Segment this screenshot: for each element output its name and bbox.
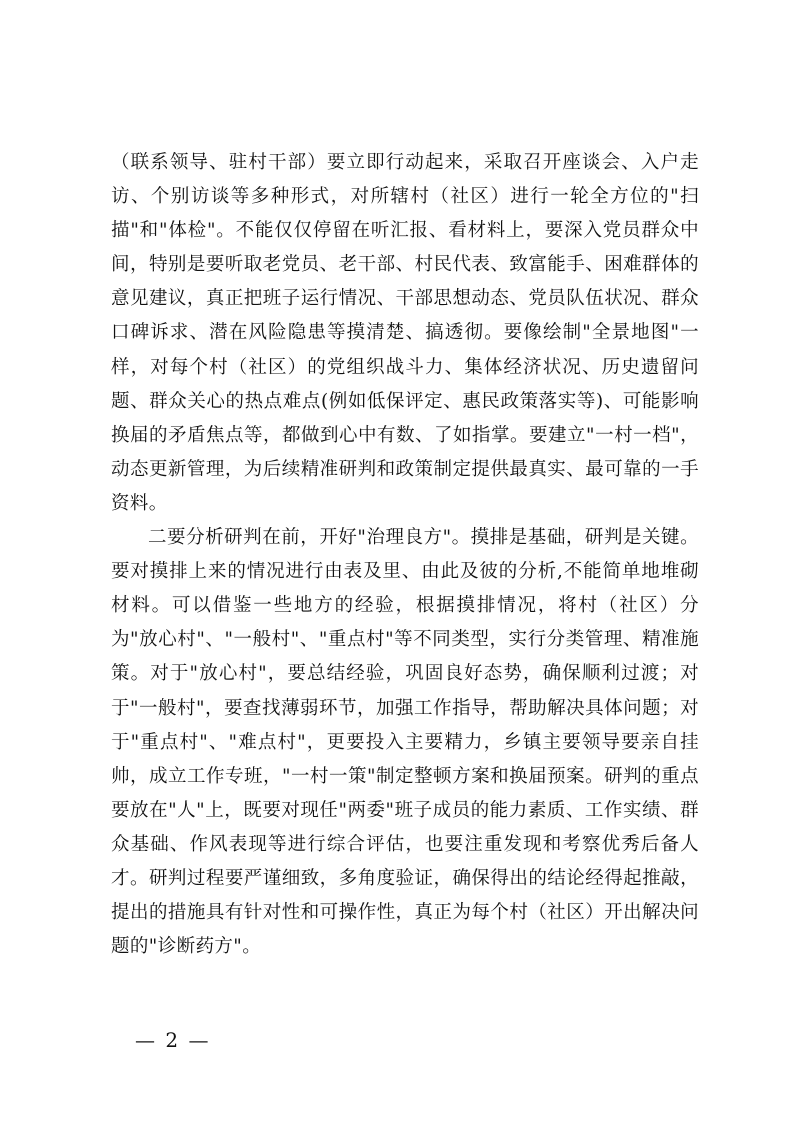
page-number: — 2 — [135, 1028, 211, 1052]
body-text [111, 146, 699, 964]
paragraph-continued: （联系领导、驻村干部）要立即行动起来，采取召开座谈会、入户走访、个别访谈等多种形式，对所辖村（社区）进行一轮全方位的"扫描"和"体检"。不能仅仅停留在听汇报、看材料上，要深入党员群众中间，特别是要听取老党员、老干部、村民代表、致富能手、困难群体的意见建议，真正把班子运行情况、干部思想动态、党员队伍状况、群众口碑诉求、潜在风险隐患等摸清楚、搞透彻。要像绘制"全景地图"一样，对每个村（社区）的党组织战斗力、集体经济状况、历史遗留问题、群众关心的热点难点(例如低保评定、惠民政策落实等)、可能影响换届的矛盾焦点等，都做到心中有数、了如指掌。要建立"一村一档"，动态更新管理，为后续精准研判和政策制定提供最真实、最可靠的一手资料。 [111, 152, 699, 514]
paragraph-analysis: 二要分析研判在前，开好"治理良方"。摸排是基础，研判是关键。要对摸排上来的情况进行由表及里、由此及彼的分析,不能简单地堆砌材料。可以借鉴一些地方的经验，根据摸排情况，将村（社区）分为"放心村"、"一般村"、"重点村"等不同类型，实行分类管理、精准施策。对于"放心村"，要总结经验，巩固良好态势，确保顺利过渡；对于"一般村"，要查找薄弱环节，加强工作指导，帮助解决具体问题；对于"重点村"、"难点村"，更要投入主要精力，乡镇主要领导要亲自挂帅，成立工作专班，"一村一策"制定整顿方案和换届预案。研判的重点要放在"人"上，既要对现任"两委"班子成员的能力素质、工作实绩、群众基础、作风表现等进行综合评估，也要注重发现和考察优秀后备人才。研判过程要严谨细致，多角度验证，确保得出的结论经得起推敲，提出的措施具有针对性和可操作性，真正为每个村（社区）开出解决问题的"诊断药方"。 [111, 527, 699, 958]
